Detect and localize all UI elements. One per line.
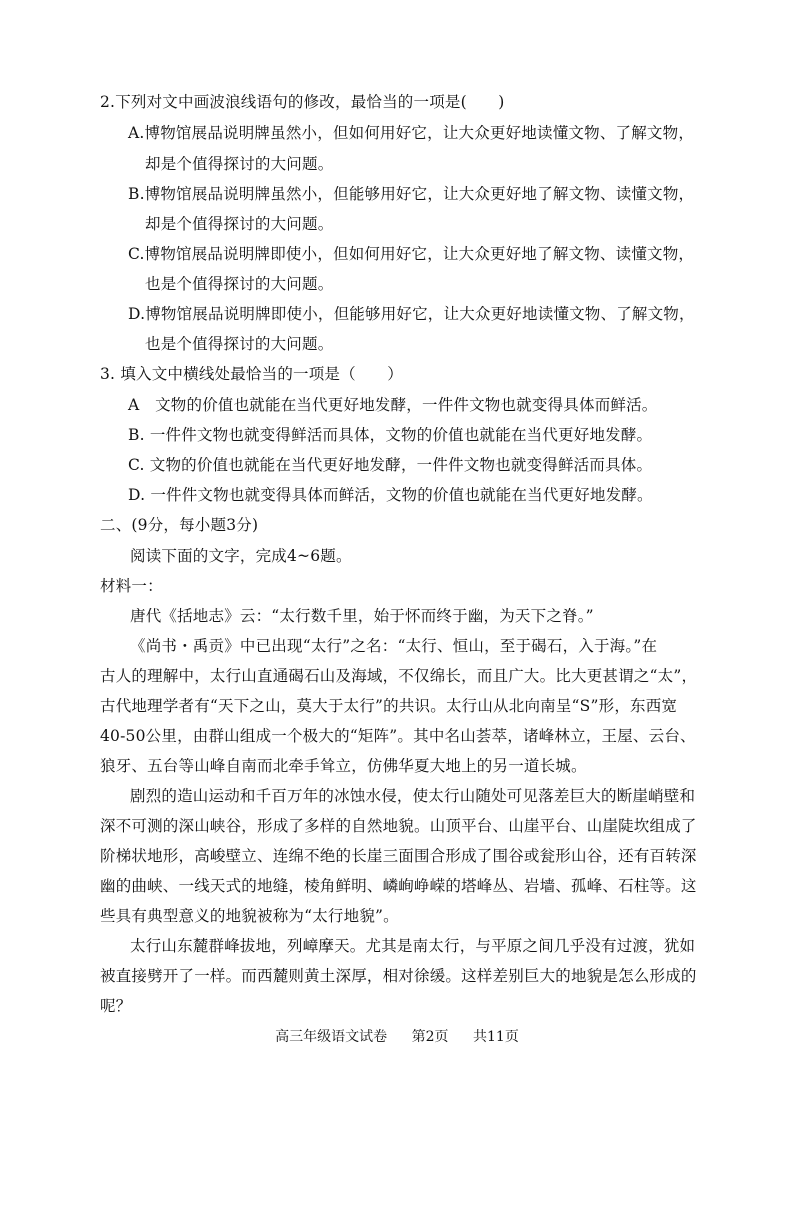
page-footer bbox=[0, 1027, 794, 1047]
passage-line: 《尚书・禹贡》中已出现“太行”之名：“太行、恒山，至于碣石，入于海。”在 bbox=[130, 637, 658, 655]
passage-line: 些具有典型意义的地貌被称为“太行地貌”。 bbox=[100, 907, 399, 925]
passage-line: 40-50公里，由群山组成一个极大的“矩阵”。其中名山荟萃，诸峰林立，王屋、云台、 bbox=[100, 727, 696, 745]
passage-line: 呢？ bbox=[100, 997, 132, 1015]
q2-option-a-line2: 却是个值得探讨的大问题。 bbox=[145, 155, 334, 173]
q2-option-c-line2: 也是个值得探讨的大问题。 bbox=[145, 275, 334, 293]
q2-stem: 2.下列对文中画波浪线语句的修改，最恰当的一项是( ) bbox=[100, 93, 505, 111]
q3-option-b: B. 一件件文物也就变得鲜活而具体，文物的价值也就能在当代更好地发酵。 bbox=[128, 426, 653, 444]
passage-line: 唐代《括地志》云：“太行数千里，始于怀而终于幽，为天下之脊。” bbox=[130, 607, 594, 625]
q2-option-b-line2: 却是个值得探讨的大问题。 bbox=[145, 215, 334, 233]
passage-line: 太行山东麓群峰拔地，列嶂摩天。尤其是南太行，与平原之间几乎没有过渡，犹如 bbox=[130, 937, 696, 955]
passage-line: 古代地理学者有“天下之山，莫大于太行”的共识。太行山从北向南呈“S”形，东西宽 bbox=[100, 697, 678, 715]
passage-line: 狼牙、五台等山峰自南而北牵手耸立，仿佛华夏大地上的另一道长城。 bbox=[100, 757, 587, 775]
passage-line: 古人的理解中，太行山直通碣石山及海域，不仅绵长，而且广大。比大更甚谓之“太”， bbox=[100, 667, 698, 685]
footer-page-number: 第2页 bbox=[411, 1029, 449, 1045]
passage-line: 阶梯状地形，高峻壁立、连绵不绝的长崖三面围合形成了围谷或瓮形山谷，还有百转深 bbox=[100, 847, 697, 865]
q3-option-c: C. 文物的价值也就能在当代更好地发酵，一件件文物也就变得鲜活而具体。 bbox=[128, 456, 653, 474]
q3-option-d: D. 一件件文物也就变得具体而鲜活，文物的价值也就能在当代更好地发酵。 bbox=[128, 486, 653, 504]
footer-total-pages: 共11页 bbox=[473, 1029, 519, 1045]
q2-option-c-line1: C.博物馆展品说明牌即使小，但如何用好它，让大众更好地了解文物、读懂文物， bbox=[128, 245, 695, 263]
q2-option-d-line2: 也是个值得探讨的大问题。 bbox=[145, 335, 334, 353]
passage-line: 被直接劈开了一样。而西麓则黄土深厚，相对徐缓。这样差别巨大的地貌是怎么形成的 bbox=[100, 967, 697, 985]
passage-line: 剧烈的造山运动和千百万年的冰蚀水侵，使太行山随处可见落差巨大的断崖峭壁和 bbox=[130, 787, 696, 805]
q3-stem: 3. 填入文中横线处最恰当的一项是（ ） bbox=[100, 365, 403, 383]
passage-line: 幽的曲峡、一线天式的地缝，棱角鲜明、嶙峋峥嵘的塔峰丛、岩墙、孤峰、石柱等。这 bbox=[100, 877, 697, 895]
q2-option-a-line1: A.博物馆展品说明牌虽然小，但如何用好它，让大众更好地读懂文物、了解文物， bbox=[128, 124, 695, 142]
section2-instruction: 阅读下面的文字，完成4~6题。 bbox=[130, 547, 352, 565]
footer-title: 高三年级语文试卷 bbox=[275, 1029, 388, 1045]
q2-option-b-line1: B.博物馆展品说明牌虽然小，但能够用好它，让大众更好地了解文物、读懂文物， bbox=[128, 185, 695, 203]
q3-option-a: A 文物的价值也就能在当代更好地发酵，一件件文物也就变得具体而鲜活。 bbox=[128, 396, 658, 414]
passage-line: 深不可测的深山峡谷，形成了多样的自然地貌。山顶平台、山崖平台、山崖陡坎组成了 bbox=[100, 817, 697, 835]
q2-option-d-line1: D.博物馆展品说明牌即使小，但能够用好它，让大众更好地读懂文物、了解文物， bbox=[128, 305, 695, 323]
material-label: 材料一： bbox=[100, 577, 163, 595]
section2-heading: 二、(9分，每小题3分) bbox=[100, 516, 259, 534]
